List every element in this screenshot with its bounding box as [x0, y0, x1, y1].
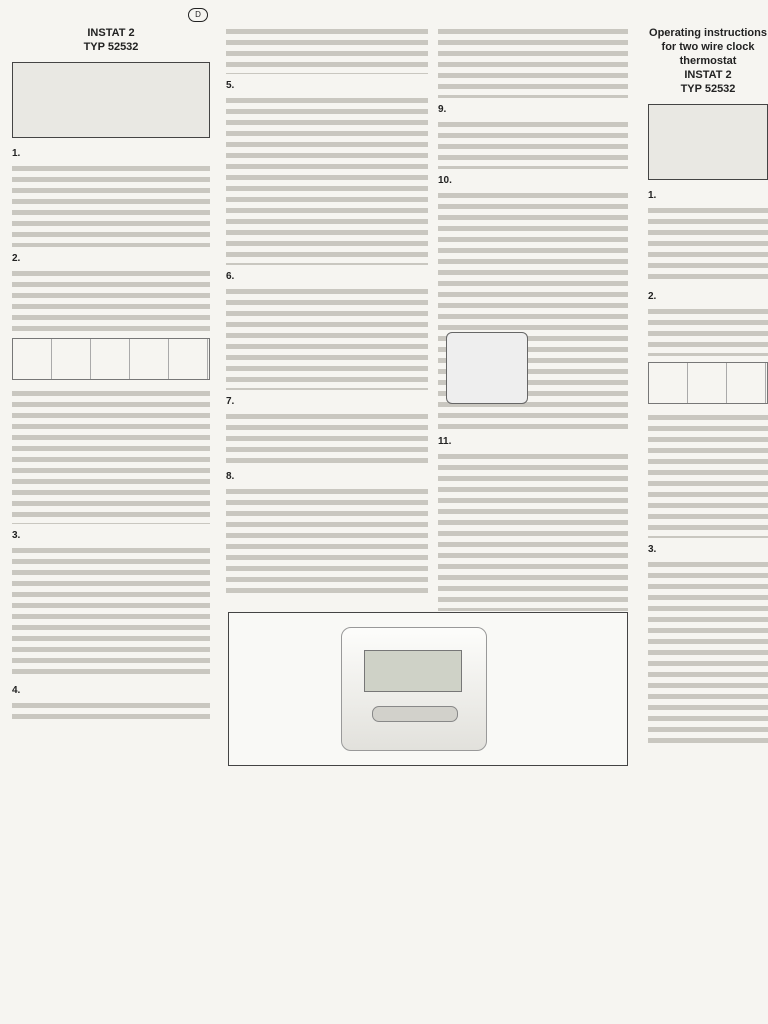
german-title-product: INSTAT 2	[87, 27, 135, 39]
german-section-11: 11.	[438, 436, 452, 447]
english-title-subheading: for two wire clock thermostat	[661, 41, 755, 67]
english-title-type: TYP 52532	[680, 83, 736, 95]
german-section-3-body	[12, 545, 210, 679]
german-section-8-body	[226, 486, 428, 596]
thermostat-display	[364, 650, 462, 692]
german-default-program-table	[12, 338, 210, 380]
german-section-1-body	[12, 163, 210, 247]
german-title-type: TYP 52532	[83, 41, 139, 53]
german-section-7-body	[226, 411, 428, 465]
german-column-1	[12, 26, 210, 730]
english-setting-time-body	[648, 412, 768, 538]
battery-compartment-figure	[446, 332, 528, 404]
english-section-2-body	[648, 306, 768, 356]
german-section-4-body-cont	[226, 26, 428, 74]
german-section-9-body	[438, 119, 628, 169]
german-section-6-body	[226, 286, 428, 390]
english-section-2: 2.	[648, 291, 657, 302]
german-section-5: 5.	[226, 80, 235, 91]
english-warning-box	[648, 104, 768, 180]
german-section-5-body	[226, 95, 428, 265]
german-section-1: 1.	[12, 148, 21, 159]
english-default-program-table	[648, 362, 768, 404]
german-technical-data-table	[438, 451, 628, 611]
german-section-4: 4.	[12, 685, 21, 696]
german-section-6: 6.	[226, 271, 235, 282]
german-section-2: 2.	[12, 253, 21, 264]
thermostat-diagram	[228, 612, 628, 766]
german-title	[12, 26, 210, 54]
german-section-9: 9.	[438, 104, 447, 115]
english-section-3: 3.	[648, 544, 657, 555]
english-section-1: 1.	[648, 190, 657, 201]
english-section-1-body	[648, 205, 768, 285]
english-title-product: INSTAT 2	[684, 69, 732, 81]
german-section-2-body	[12, 268, 210, 332]
english-title	[648, 26, 768, 96]
german-section-10: 10.	[438, 175, 452, 186]
english-column	[648, 26, 768, 755]
english-title-heading: Operating instructions	[649, 27, 767, 39]
german-section-3: 3.	[12, 530, 21, 541]
german-section-7: 7.	[226, 396, 235, 407]
german-section-4-body	[12, 700, 210, 724]
german-setting-time-body	[12, 388, 210, 524]
thermostat-device	[341, 627, 487, 751]
german-warning-box	[12, 62, 210, 138]
german-column-2	[226, 26, 428, 602]
german-section-8-body-cont	[438, 26, 628, 98]
english-section-3-body	[648, 559, 768, 749]
language-badge: D	[188, 8, 208, 22]
german-column-3	[438, 26, 628, 617]
thermostat-button-row	[372, 706, 458, 722]
german-section-8: 8.	[226, 471, 235, 482]
